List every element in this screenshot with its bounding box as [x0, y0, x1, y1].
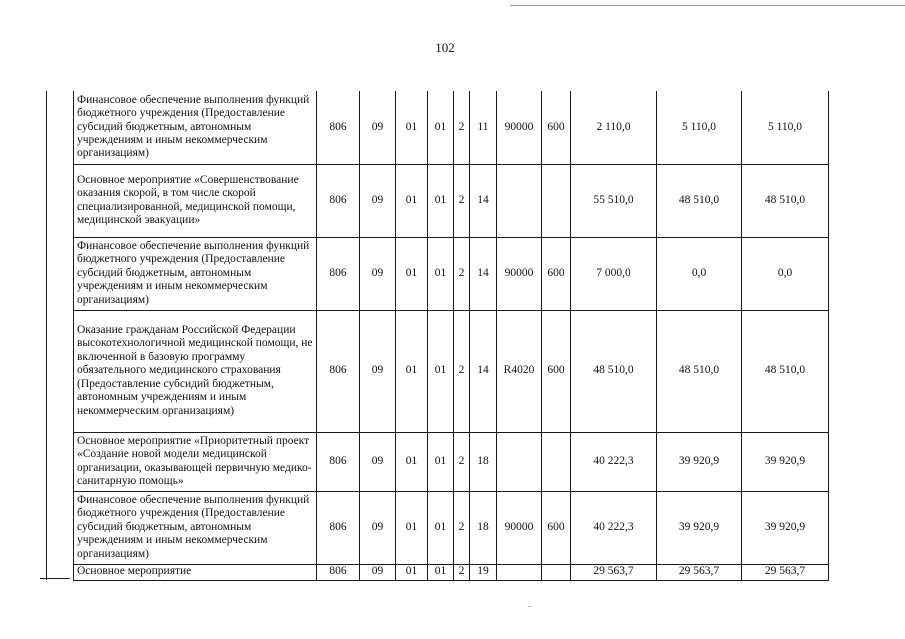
subprogram-code-cell: 2 [454, 91, 470, 164]
event-code-cell: 11 [470, 91, 497, 164]
blank-left-cell [47, 491, 74, 564]
table-row [47, 310, 829, 432]
value-year2-cell: 39 920,9 [657, 491, 742, 564]
direction-code-cell: 90000 [497, 491, 542, 564]
value-year3-cell: 39 920,9 [742, 432, 829, 491]
blank-left-cell [47, 91, 74, 164]
subsection-code-cell: 01 [396, 91, 428, 164]
budget-table [46, 91, 829, 581]
subsection-code-cell: 01 [396, 564, 428, 580]
subsection-code-cell: 01 [396, 432, 428, 491]
subprogram-code-cell: 2 [454, 432, 470, 491]
program-code-cell: 01 [428, 310, 454, 432]
value-year3-cell: 48 510,0 [742, 310, 829, 432]
event-code-cell: 14 [470, 310, 497, 432]
section-code-cell: 09 [360, 432, 396, 491]
scan-edge-line [510, 5, 905, 6]
value-year1-cell: 55 510,0 [571, 164, 657, 237]
item-name-cell: Оказание гражданам Российской Федерации высокотехнологичной медицинской помощи, не включенной в базовую программу обязательного медицинского страхования (Предоставление субсидий бюджетным, автономным учреждениям и иным некоммерческим организациям) [74, 310, 317, 432]
value-year1-cell: 40 222,3 [571, 491, 657, 564]
table-row [47, 432, 829, 491]
event-code-cell: 14 [470, 164, 497, 237]
program-code-cell: 01 [428, 91, 454, 164]
item-name-cell: Финансовое обеспечение выполнения функций бюджетного учреждения (Предоставление субсидий бюджетным, автономным учреждениям и иным некоммерческим организациям) [74, 91, 317, 164]
expense-type-cell: 600 [542, 91, 571, 164]
program-code-cell: 01 [428, 432, 454, 491]
blank-left-cell [47, 237, 74, 310]
program-code-cell: 01 [428, 564, 454, 580]
subprogram-code-cell: 2 [454, 164, 470, 237]
ministry-code-cell: 806 [317, 432, 360, 491]
ministry-code-cell: 806 [317, 237, 360, 310]
section-code-cell: 09 [360, 310, 396, 432]
direction-code-cell: 90000 [497, 237, 542, 310]
item-name-cell: Финансовое обеспечение выполнения функций бюджетного учреждения (Предоставление субсидий бюджетным, автономным учреждениям и иным некоммерческим организациям) [74, 491, 317, 564]
event-code-cell: 18 [470, 432, 497, 491]
section-code-cell: 09 [360, 237, 396, 310]
direction-code-cell [497, 564, 542, 580]
section-code-cell: 09 [360, 491, 396, 564]
expense-type-cell: 600 [542, 237, 571, 310]
ministry-code-cell: 806 [317, 491, 360, 564]
expense-type-cell [542, 164, 571, 237]
ministry-code-cell: 806 [317, 564, 360, 580]
blank-left-cell [47, 310, 74, 432]
subsection-code-cell: 01 [396, 310, 428, 432]
section-code-cell: 09 [360, 564, 396, 580]
value-year2-cell: 48 510,0 [657, 310, 742, 432]
expense-type-cell [542, 564, 571, 580]
blank-left-cell [47, 432, 74, 491]
value-year1-cell: 48 510,0 [571, 310, 657, 432]
event-code-cell: 14 [470, 237, 497, 310]
blank-left-cell [47, 164, 74, 237]
program-code-cell: 01 [428, 491, 454, 564]
subsection-code-cell: 01 [396, 237, 428, 310]
table-row [47, 164, 829, 237]
subprogram-code-cell: 2 [454, 491, 470, 564]
value-year1-cell: 40 222,3 [571, 432, 657, 491]
direction-code-cell [497, 432, 542, 491]
scan-speck [528, 606, 531, 607]
subprogram-code-cell: 2 [454, 564, 470, 580]
item-name-cell: Основное мероприятие [74, 564, 317, 580]
subsection-code-cell: 01 [396, 164, 428, 237]
subprogram-code-cell: 2 [454, 310, 470, 432]
direction-code-cell: R4020 [497, 310, 542, 432]
item-name-cell: Основное мероприятие «Совершенствование оказания скорой, в том числе скорой специализированной, медицинской помощи, медицинской эвакуации» [74, 164, 317, 237]
subsection-code-cell: 01 [396, 491, 428, 564]
value-year1-cell: 29 563,7 [571, 564, 657, 580]
table-row [47, 91, 829, 164]
value-year2-cell: 29 563,7 [657, 564, 742, 580]
value-year3-cell: 39 920,9 [742, 491, 829, 564]
direction-code-cell: 90000 [497, 91, 542, 164]
table-row [47, 491, 829, 564]
event-code-cell: 19 [470, 564, 497, 580]
value-year3-cell: 0,0 [742, 237, 829, 310]
table-body [47, 91, 829, 580]
program-code-cell: 01 [428, 237, 454, 310]
value-year1-cell: 7 000,0 [571, 237, 657, 310]
expense-type-cell [542, 432, 571, 491]
ministry-code-cell: 806 [317, 164, 360, 237]
value-year2-cell: 48 510,0 [657, 164, 742, 237]
ministry-code-cell: 806 [317, 91, 360, 164]
table-row [47, 564, 829, 580]
item-name-cell: Основное мероприятие «Приоритетный проект «Создание новой модели медицинской организации, оказывающей первичную медико-санитарную помощь» [74, 432, 317, 491]
value-year3-cell: 5 110,0 [742, 91, 829, 164]
item-name-cell: Финансовое обеспечение выполнения функций бюджетного учреждения (Предоставление субсидий бюджетным, автономным учреждениям и иным некоммерческим организациям) [74, 237, 317, 310]
value-year2-cell: 0,0 [657, 237, 742, 310]
value-year2-cell: 5 110,0 [657, 91, 742, 164]
table-left-stroke [40, 578, 70, 579]
section-code-cell: 09 [360, 164, 396, 237]
direction-code-cell [497, 164, 542, 237]
table-row [47, 237, 829, 310]
event-code-cell: 18 [470, 491, 497, 564]
value-year3-cell: 29 563,7 [742, 564, 829, 580]
page-number: 102 [435, 40, 455, 55]
section-code-cell: 09 [360, 91, 396, 164]
expense-type-cell: 600 [542, 491, 571, 564]
value-year1-cell: 2 110,0 [571, 91, 657, 164]
ministry-code-cell: 806 [317, 310, 360, 432]
value-year3-cell: 48 510,0 [742, 164, 829, 237]
program-code-cell: 01 [428, 164, 454, 237]
subprogram-code-cell: 2 [454, 237, 470, 310]
expense-type-cell: 600 [542, 310, 571, 432]
value-year2-cell: 39 920,9 [657, 432, 742, 491]
